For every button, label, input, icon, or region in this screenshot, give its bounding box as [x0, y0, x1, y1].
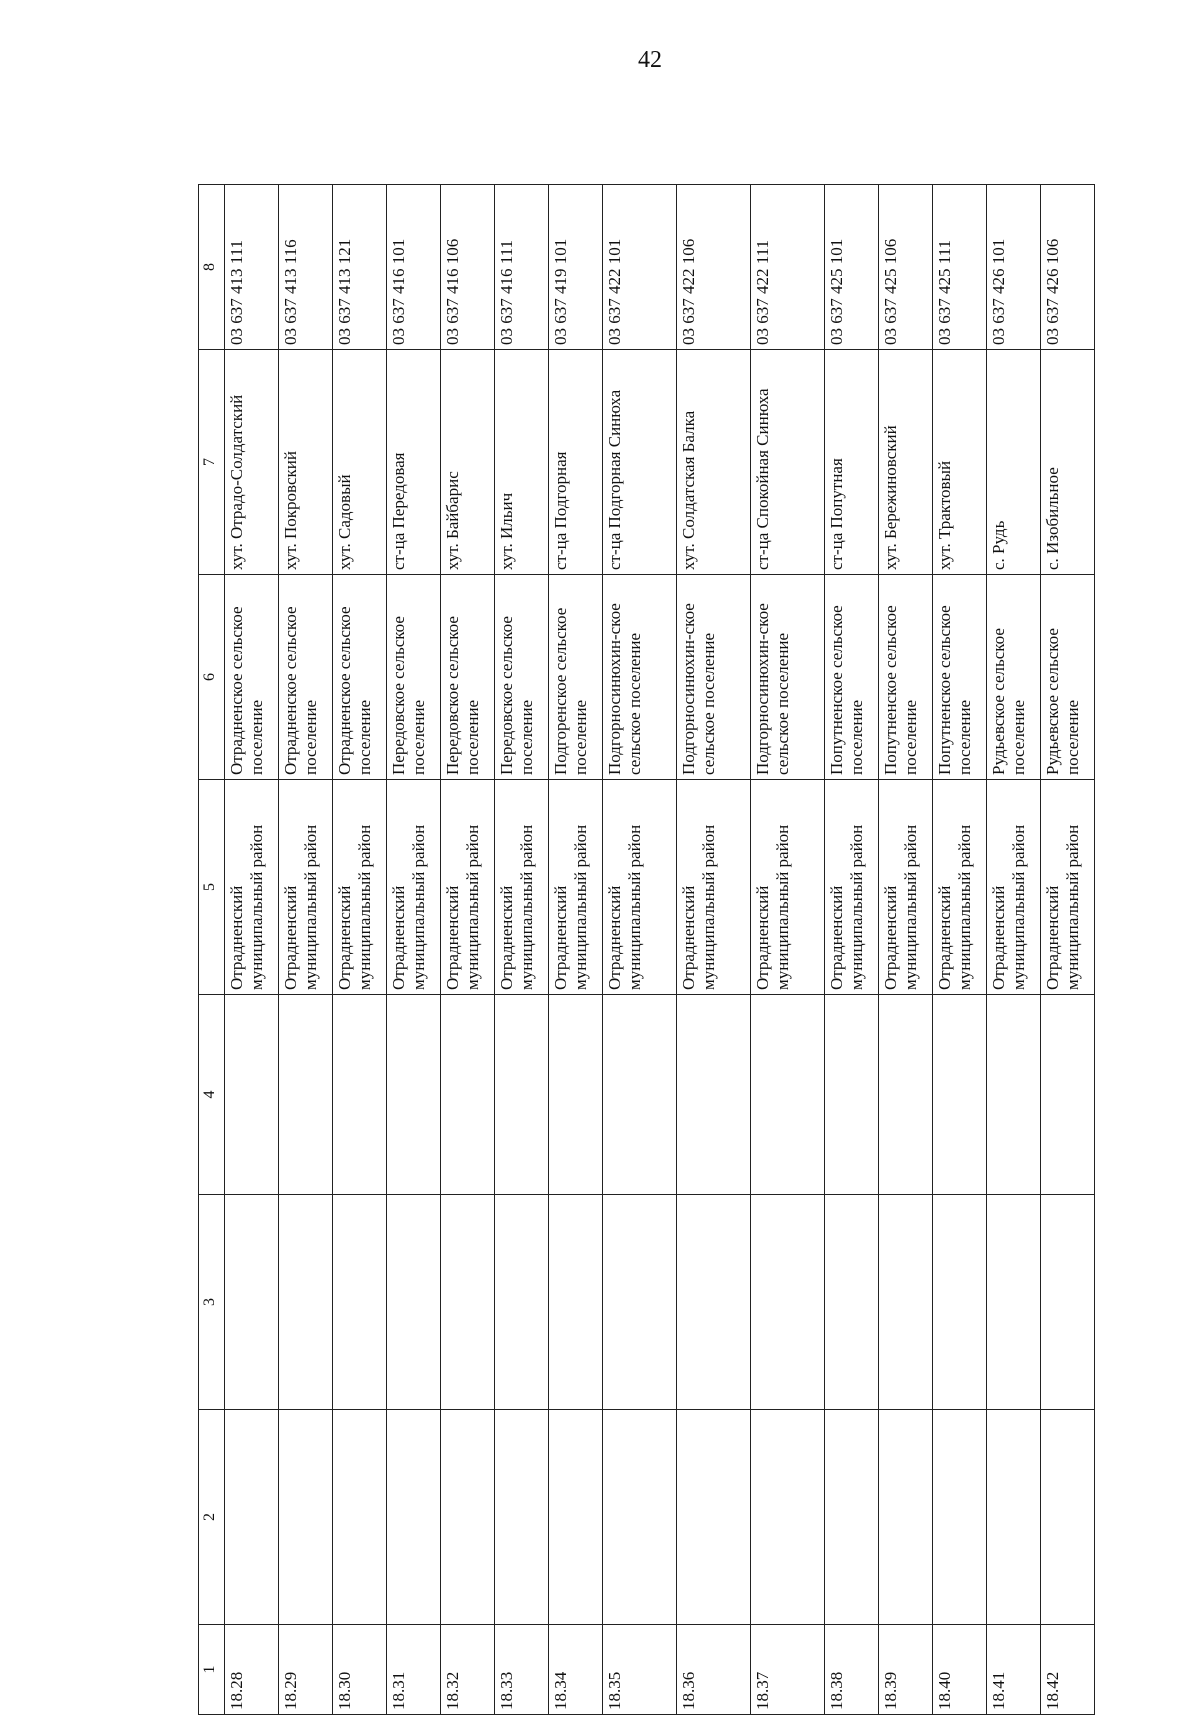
cell-col-2 [549, 1410, 603, 1625]
settlements-table [198, 184, 1095, 1715]
cell-col-1: 18.28 [225, 1625, 279, 1715]
cell-col-3 [279, 1195, 333, 1410]
cell-col-3 [1041, 1195, 1095, 1410]
column-header-7: 7 [199, 350, 225, 575]
cell-col-2 [987, 1410, 1041, 1625]
table-row [933, 185, 987, 1715]
cell-col-5: Отрадненский муниципальный район [987, 780, 1041, 995]
cell-col-8: 03 637 413 111 [225, 185, 279, 350]
cell-col-6: Подгорносинюхин-ское сельское поселение [603, 575, 677, 780]
table-row [987, 185, 1041, 1715]
cell-col-6: Передовское сельское поселение [495, 575, 549, 780]
cell-col-7: ст-ца Спокойная Синюха [751, 350, 825, 575]
cell-col-2 [933, 1410, 987, 1625]
cell-col-1: 18.35 [603, 1625, 677, 1715]
cell-col-5: Отрадненский муниципальный район [603, 780, 677, 995]
column-header-8: 8 [199, 185, 225, 350]
cell-col-7: хут. Бережиновский [879, 350, 933, 575]
cell-col-4 [225, 995, 279, 1195]
cell-col-6: Рудьевское сельское поселение [1041, 575, 1095, 780]
cell-col-2 [387, 1410, 441, 1625]
table-row [603, 185, 677, 1715]
column-header-6: 6 [199, 575, 225, 780]
cell-col-1: 18.31 [387, 1625, 441, 1715]
column-header-4: 4 [199, 995, 225, 1195]
cell-col-3 [879, 1195, 933, 1410]
table-row [279, 185, 333, 1715]
cell-col-6: Передовское сельское поселение [441, 575, 495, 780]
cell-col-6: Подгоренское сельское поселение [549, 575, 603, 780]
cell-col-8: 03 637 422 111 [751, 185, 825, 350]
table-container [198, 185, 1082, 1715]
cell-col-2 [751, 1410, 825, 1625]
cell-col-7: ст-ца Попутная [825, 350, 879, 575]
cell-col-4 [495, 995, 549, 1195]
cell-col-6: Отрадненское сельское поселение [333, 575, 387, 780]
cell-col-2 [677, 1410, 751, 1625]
table-body [225, 185, 1095, 1715]
cell-col-2 [603, 1410, 677, 1625]
table-row [441, 185, 495, 1715]
cell-col-1: 18.30 [333, 1625, 387, 1715]
cell-col-6: Отрадненское сельское поселение [225, 575, 279, 780]
cell-col-7: ст-ца Передовая [387, 350, 441, 575]
cell-col-4 [441, 995, 495, 1195]
cell-col-4 [603, 995, 677, 1195]
cell-col-5: Отрадненский муниципальный район [333, 780, 387, 995]
cell-col-2 [441, 1410, 495, 1625]
cell-col-3 [933, 1195, 987, 1410]
cell-col-8: 03 637 425 111 [933, 185, 987, 350]
cell-col-7: хут. Ильич [495, 350, 549, 575]
table-row [387, 185, 441, 1715]
cell-col-4 [1041, 995, 1095, 1195]
cell-col-4 [987, 995, 1041, 1195]
cell-col-7: ст-ца Подгорная [549, 350, 603, 575]
column-header-3: 3 [199, 1195, 225, 1410]
cell-col-5: Отрадненский муниципальный район [441, 780, 495, 995]
cell-col-7: хут. Трактовый [933, 350, 987, 575]
cell-col-7: хут. Байбарис [441, 350, 495, 575]
cell-col-8: 03 637 413 116 [279, 185, 333, 350]
cell-col-3 [603, 1195, 677, 1410]
table-row [879, 185, 933, 1715]
table-row [751, 185, 825, 1715]
table-row [495, 185, 549, 1715]
cell-col-5: Отрадненский муниципальный район [933, 780, 987, 995]
cell-col-8: 03 637 416 101 [387, 185, 441, 350]
cell-col-8: 03 637 422 101 [603, 185, 677, 350]
column-header-5: 5 [199, 780, 225, 995]
table-row [225, 185, 279, 1715]
cell-col-5: Отрадненский муниципальный район [825, 780, 879, 995]
cell-col-8: 03 637 413 121 [333, 185, 387, 350]
cell-col-6: Отрадненское сельское поселение [279, 575, 333, 780]
cell-col-2 [879, 1410, 933, 1625]
table-row [825, 185, 879, 1715]
cell-col-5: Отрадненский муниципальный район [279, 780, 333, 995]
cell-col-5: Отрадненский муниципальный район [387, 780, 441, 995]
cell-col-4 [933, 995, 987, 1195]
cell-col-1: 18.38 [825, 1625, 879, 1715]
cell-col-3 [441, 1195, 495, 1410]
cell-col-8: 03 637 419 101 [549, 185, 603, 350]
cell-col-2 [279, 1410, 333, 1625]
cell-col-8: 03 637 426 106 [1041, 185, 1095, 350]
cell-col-6: Подгорносинюхин-ское сельское поселение [751, 575, 825, 780]
cell-col-5: Отрадненский муниципальный район [879, 780, 933, 995]
cell-col-3 [751, 1195, 825, 1410]
cell-col-5: Отрадненский муниципальный район [225, 780, 279, 995]
cell-col-3 [987, 1195, 1041, 1410]
cell-col-5: Отрадненский муниципальный район [677, 780, 751, 995]
cell-col-6: Попутненское сельское поселение [825, 575, 879, 780]
cell-col-7: хут. Солдатская Балка [677, 350, 751, 575]
cell-col-7: ст-ца Подгорная Синюха [603, 350, 677, 575]
cell-col-3 [333, 1195, 387, 1410]
cell-col-1: 18.39 [879, 1625, 933, 1715]
cell-col-1: 18.29 [279, 1625, 333, 1715]
cell-col-4 [879, 995, 933, 1195]
cell-col-7: с. Рудь [987, 350, 1041, 575]
cell-col-1: 18.33 [495, 1625, 549, 1715]
cell-col-8: 03 637 425 106 [879, 185, 933, 350]
cell-col-1: 18.40 [933, 1625, 987, 1715]
table-row [333, 185, 387, 1715]
cell-col-3 [549, 1195, 603, 1410]
cell-col-5: Отрадненский муниципальный район [495, 780, 549, 995]
cell-col-4 [825, 995, 879, 1195]
cell-col-6: Передовское сельское поселение [387, 575, 441, 780]
cell-col-5: Отрадненский муниципальный район [549, 780, 603, 995]
cell-col-8: 03 637 416 106 [441, 185, 495, 350]
cell-col-6: Попутненское сельское поселение [879, 575, 933, 780]
cell-col-2 [825, 1410, 879, 1625]
cell-col-1: 18.41 [987, 1625, 1041, 1715]
cell-col-3 [495, 1195, 549, 1410]
cell-col-4 [333, 995, 387, 1195]
cell-col-7: хут. Покровский [279, 350, 333, 575]
header-row [199, 185, 225, 1715]
cell-col-5: Отрадненский муниципальный район [751, 780, 825, 995]
cell-col-4 [751, 995, 825, 1195]
cell-col-2 [333, 1410, 387, 1625]
cell-col-4 [677, 995, 751, 1195]
cell-col-8: 03 637 425 101 [825, 185, 879, 350]
cell-col-1: 18.32 [441, 1625, 495, 1715]
table-row [677, 185, 751, 1715]
cell-col-4 [279, 995, 333, 1195]
cell-col-2 [225, 1410, 279, 1625]
cell-col-5: Отрадненский муниципальный район [1041, 780, 1095, 995]
cell-col-3 [825, 1195, 879, 1410]
cell-col-2 [1041, 1410, 1095, 1625]
cell-col-1: 18.36 [677, 1625, 751, 1715]
page-number: 42 [638, 47, 662, 73]
cell-col-7: с. Изобильное [1041, 350, 1095, 575]
cell-col-3 [225, 1195, 279, 1410]
cell-col-8: 03 637 416 111 [495, 185, 549, 350]
cell-col-6: Рудьевское сельское поселение [987, 575, 1041, 780]
cell-col-1: 18.37 [751, 1625, 825, 1715]
cell-col-2 [495, 1410, 549, 1625]
cell-col-7: хут. Отрадо-Солдатский [225, 350, 279, 575]
cell-col-3 [387, 1195, 441, 1410]
cell-col-6: Попутненское сельское поселение [933, 575, 987, 780]
table-row [549, 185, 603, 1715]
column-header-1: 1 [199, 1625, 225, 1715]
cell-col-4 [549, 995, 603, 1195]
cell-col-8: 03 637 426 101 [987, 185, 1041, 350]
table-row [1041, 185, 1095, 1715]
cell-col-4 [387, 995, 441, 1195]
cell-col-6: Подгорносинюхин-ское сельское поселение [677, 575, 751, 780]
column-header-2: 2 [199, 1410, 225, 1625]
cell-col-8: 03 637 422 106 [677, 185, 751, 350]
cell-col-1: 18.34 [549, 1625, 603, 1715]
cell-col-3 [677, 1195, 751, 1410]
cell-col-1: 18.42 [1041, 1625, 1095, 1715]
cell-col-7: хут. Садовый [333, 350, 387, 575]
